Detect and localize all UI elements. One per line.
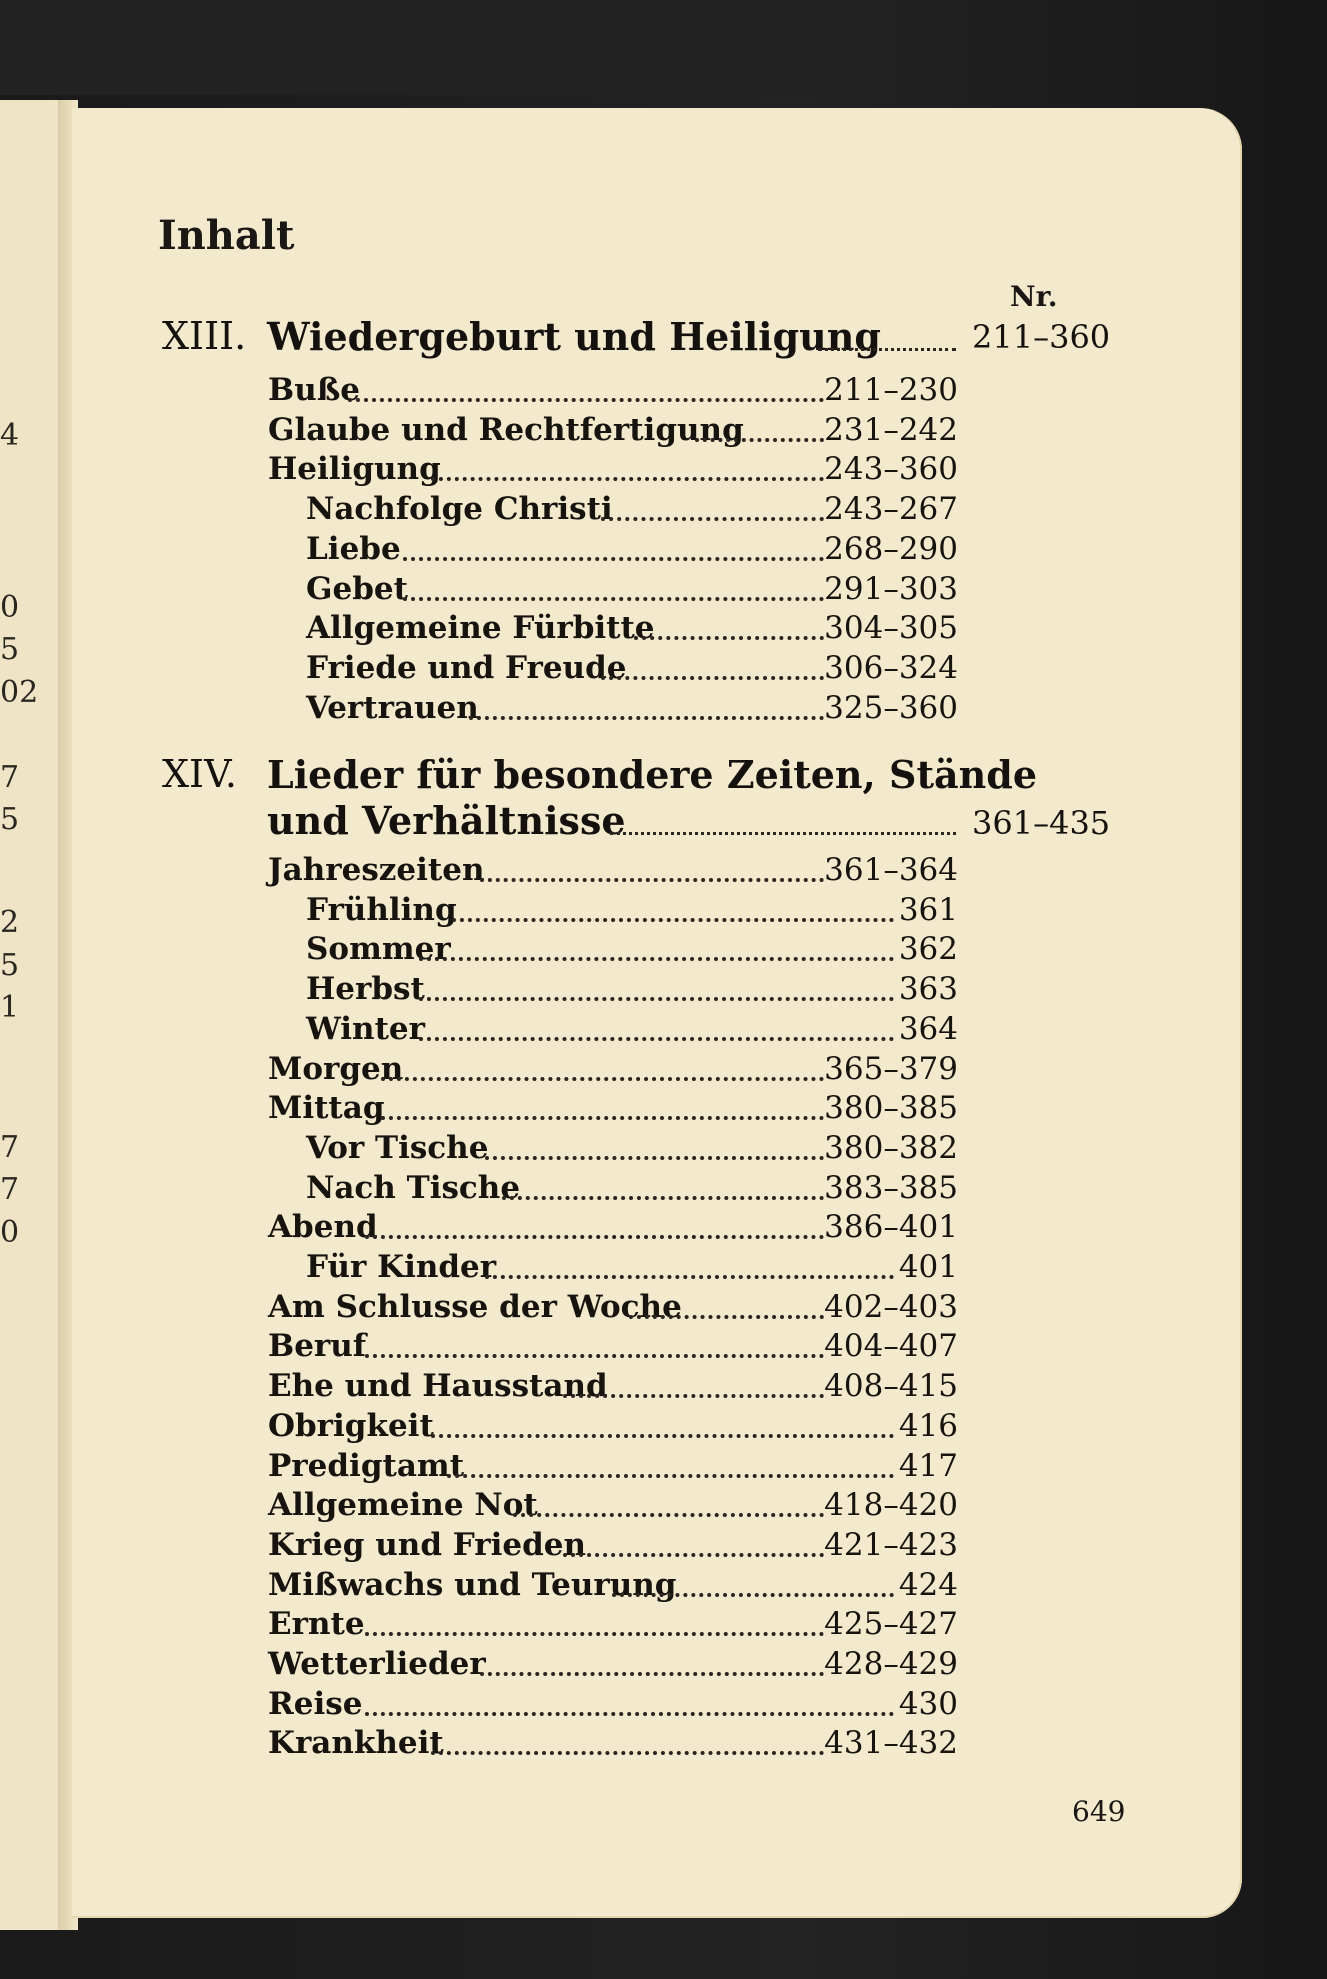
toc-entry-label: Frühling [306,891,457,928]
toc-entry-label: Friede und Freude [306,649,627,686]
leader-dots [485,1275,894,1279]
toc-entry-label: Buße [268,372,361,408]
section-range: 361–435 [972,804,1111,842]
toc-entry-range: 417 [898,1447,958,1484]
toc-entry-label: Wetterlieder [268,1646,486,1682]
leader-dots [513,1513,824,1517]
page-title: Inhalt [158,212,295,259]
toc-entry [0,1487,1327,1527]
leader-dots [818,348,956,351]
leader-dots [348,398,824,402]
page-number: 649 [1072,1795,1126,1828]
toc-entry-label: Glaube und Rechtfertigung [268,411,744,448]
toc-entry [0,491,1327,531]
toc-entry [0,1408,1327,1448]
toc-entry-range: 325–360 [824,689,958,726]
left-page-fragment: 7 [0,1130,20,1165]
toc-entry [0,451,1327,491]
leader-dots [403,557,824,561]
leader-dots [452,918,894,922]
left-page-fragment: 5 [0,632,20,667]
toc-entry-range: 386–401 [824,1209,958,1246]
toc-entry [0,1328,1327,1368]
section-title-line2: und Verhältnisse [267,798,626,843]
leader-dots [601,517,824,521]
toc-entry [0,690,1327,730]
left-page-fragment: 0 [0,590,20,625]
number-column-label: Nr. [1010,280,1058,313]
toc-entry [0,571,1327,611]
toc-entry-label: Krankheit [268,1725,444,1762]
toc-entry-range: 243–360 [824,451,958,488]
leader-dots [419,997,894,1001]
toc-entry [0,1448,1327,1488]
toc-entry-label: Heiligung [268,451,441,488]
section-range: 211–360 [972,318,1111,356]
toc-entry [0,531,1327,571]
toc-entry [0,1368,1327,1408]
leader-dots [365,1354,824,1358]
leader-dots [695,438,824,442]
toc-entry-label: Winter [306,1010,425,1047]
toc-entry-label: Herbst [306,971,425,1008]
left-page-fragment: 5 [0,948,20,983]
toc-entry [0,1646,1327,1686]
leader-dots [629,1315,824,1319]
leader-dots [480,878,824,882]
toc-entry-range: 363 [898,971,958,1008]
toc-entry-range: 430 [898,1685,958,1722]
toc-entry [0,1130,1327,1170]
leader-dots [431,1751,824,1755]
toc-entry-range: 364 [898,1010,958,1047]
toc-entry-label: Liebe [306,530,401,567]
leader-dots [365,1632,824,1636]
toc-entry-label: Allgemeine Fürbitte [306,610,655,647]
toc-entry-label: Morgen [268,1050,404,1087]
left-page-fragment: 2 [0,905,20,940]
toc-entry-range: 416 [898,1407,958,1444]
leader-dots [431,1434,894,1438]
toc-entry-label: Für Kinder [306,1249,497,1285]
left-page-fragment: 02 [0,675,39,710]
left-page-fragment: 1 [0,990,20,1025]
leader-dots [431,477,824,481]
section-roman: XIII. [162,314,247,358]
toc-entry-label: Jahreszeiten [268,852,485,888]
toc-entry-range: 306–324 [824,649,958,686]
toc-entry-range: 418–420 [824,1487,958,1524]
leader-dots [563,1394,824,1398]
toc-entry-label: Obrigkeit [268,1407,434,1444]
toc-entry-range: 380–382 [824,1129,958,1166]
left-page-fragment: 0 [0,1215,20,1250]
toc-entry-label: Reise [268,1685,363,1722]
left-page-fragment: 5 [0,802,20,837]
toc-entry [0,610,1327,650]
toc-entry-range: 291–303 [824,570,958,607]
toc-entry [0,1606,1327,1646]
toc-entry-label: Sommer [306,931,451,968]
toc-entry-range: 362 [898,931,958,968]
book-cover-edge [0,0,850,95]
toc-entry-label: Krieg und Frieden [268,1526,587,1563]
toc-entry-label: Abend [268,1209,378,1246]
leader-dots [601,676,824,680]
toc-entry-range: 211–230 [824,372,958,408]
toc-entry [0,1011,1327,1051]
toc-entry-label: Mittag [268,1090,385,1127]
toc-entry-range: 231–242 [824,411,958,448]
toc-entry-range: 408–415 [824,1368,958,1405]
toc-entry [0,1249,1327,1289]
section-title: Wiedergeburt und Heiligung [267,314,881,359]
toc-entry-range: 361–364 [824,852,958,888]
toc-entry [0,1051,1327,1091]
leader-dots [480,1672,824,1676]
toc-entry [0,931,1327,971]
toc-entry-range: 431–432 [824,1725,958,1762]
toc-entry-range: 268–290 [824,530,958,567]
toc-entry-label: Nach Tische [306,1169,521,1206]
toc-entry [0,650,1327,690]
toc-entry-range: 424 [898,1566,958,1603]
toc-entry-range: 402–403 [824,1288,958,1325]
toc-entry [0,412,1327,452]
toc-entry [0,1090,1327,1130]
leader-dots [403,597,824,601]
leader-dots [381,1116,824,1120]
toc-entry-label: Gebet [306,570,408,607]
toc-entry-label: Beruf [268,1328,367,1365]
toc-entry [0,1725,1327,1765]
toc-entry-range: 383–385 [824,1169,958,1206]
toc-entry-range: 428–429 [824,1646,958,1682]
toc-entry [0,1209,1327,1249]
leader-dots [485,1156,824,1160]
toc-entry-label: Allgemeine Not [268,1487,538,1524]
leader-dots [419,1037,894,1041]
left-page-fragment: 4 [0,418,20,453]
toc-entry-range: 380–385 [824,1090,958,1127]
toc-entry [0,1289,1327,1329]
leader-dots [419,957,894,961]
leader-dots [365,1235,824,1239]
toc-entry-label: Mißwachs und Teurung [268,1566,677,1603]
leader-dots [469,716,824,720]
left-page-fragment: 7 [0,760,20,795]
toc-entry-label: Am Schlusse der Woche [268,1288,682,1325]
leader-dots [610,832,956,835]
toc-entry-range: 361 [898,891,958,928]
leader-dots [563,1553,824,1557]
toc-entry-range: 421–423 [824,1526,958,1563]
toc-entry [0,1567,1327,1607]
toc-entry-label: Ehe und Hausstand [268,1368,608,1405]
toc-entry-range: 404–407 [824,1328,958,1365]
leader-dots [447,1474,894,1478]
leader-dots [365,1712,894,1716]
toc-entry-label: Nachfolge Christi [306,491,613,528]
section-title: Lieder für besondere Zeiten, Stände [267,752,1038,797]
leader-dots [381,1077,824,1081]
section-roman: XIV. [162,752,237,796]
toc-entry-range: 365–379 [824,1050,958,1087]
toc-entry-range: 425–427 [824,1606,958,1643]
left-page-fragment: 7 [0,1172,20,1207]
toc-entry [0,852,1327,892]
toc-entry-label: Predigtamt [268,1447,465,1484]
toc-entry-label: Vor Tische [306,1129,489,1166]
toc-entry-range: 401 [898,1249,958,1285]
toc-entry [0,372,1327,412]
toc-entry-label: Ernte [268,1606,365,1643]
toc-entry-range: 304–305 [824,610,958,647]
leader-dots [612,1593,894,1597]
toc-entry [0,1527,1327,1567]
toc-entry [0,1686,1327,1726]
toc-entry-range: 243–267 [824,491,958,528]
toc-entry [0,892,1327,932]
leader-dots [502,1196,824,1200]
toc-entry [0,1170,1327,1210]
toc-entry [0,971,1327,1011]
toc-entry-label: Vertrauen [306,689,479,726]
leader-dots [634,636,824,640]
